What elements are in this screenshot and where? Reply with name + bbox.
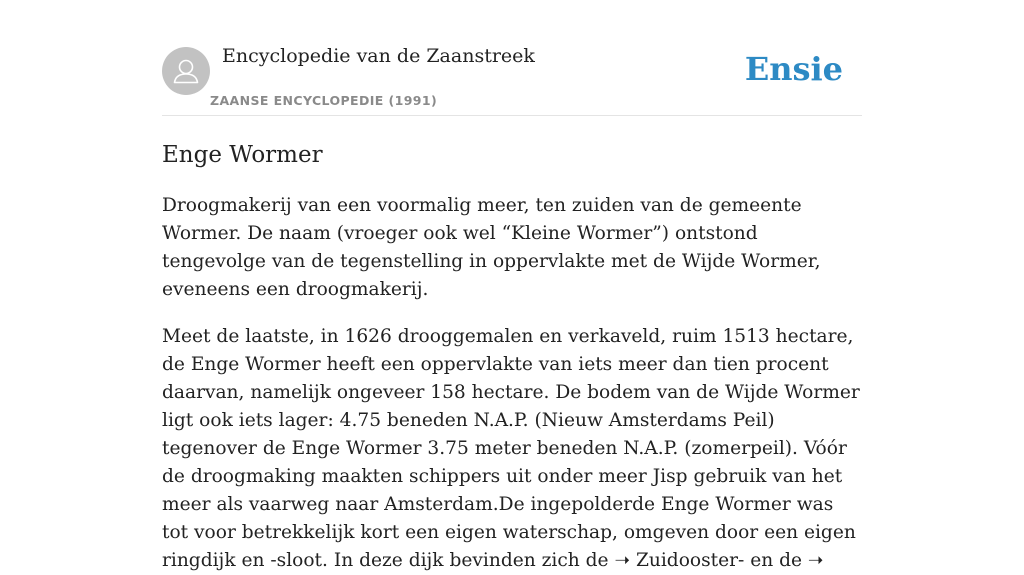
user-silhouette-icon — [162, 47, 210, 95]
article-paragraph: Droogmakerij van een voormalig meer, ten zuiden van de gemeente Wormer. De naam (vroeger ook wel “Kleine Wormer”) ontstond tengevolge van de tegenstelling in oppervlakte met de Wijde Wormer, eveneens een droogmakerij. — [162, 195, 821, 300]
article-title: Enge Wormer — [162, 142, 323, 168]
publication-title[interactable]: Encyclopedie van de Zaanstreek — [222, 45, 535, 67]
article-paragraph: Meet de laatste, in 1626 drooggemalen en verkaveld, ruim 1513 hectare, de Enge Wormer heeft een oppervlakte van iets meer dan tien procent daarvan, namelijk ongeveer 158 hectare. De bodem van de Wijde Wormer ligt ook iets lager: 4.75 beneden N.A.P. (Nieuw Amsterdams Peil) tegenover de Enge Wormer 3.75 meter beneden N.A.P. (zomerpeil). Vóór de droogmaking maakten schippers uit onder meer Jisp gebruik van het meer als vaarweg naar Amsterdam.De ingepolderde Enge Wormer was tot voor betrekkelijk kort een eigen waterschap, omgeven door een eigen ringdijk en -sloot. In deze dijk bevinden zich de ➝ Zuidooster- en de ➝ — [162, 326, 860, 571]
publication-subtitle[interactable]: ZAANSE ENCYCLOPEDIE (1991) — [210, 93, 438, 108]
article — [162, 138, 862, 575]
brand-logo[interactable]: Ensie — [744, 50, 843, 88]
user-avatar-icon[interactable] — [162, 47, 210, 95]
header — [162, 0, 862, 116]
